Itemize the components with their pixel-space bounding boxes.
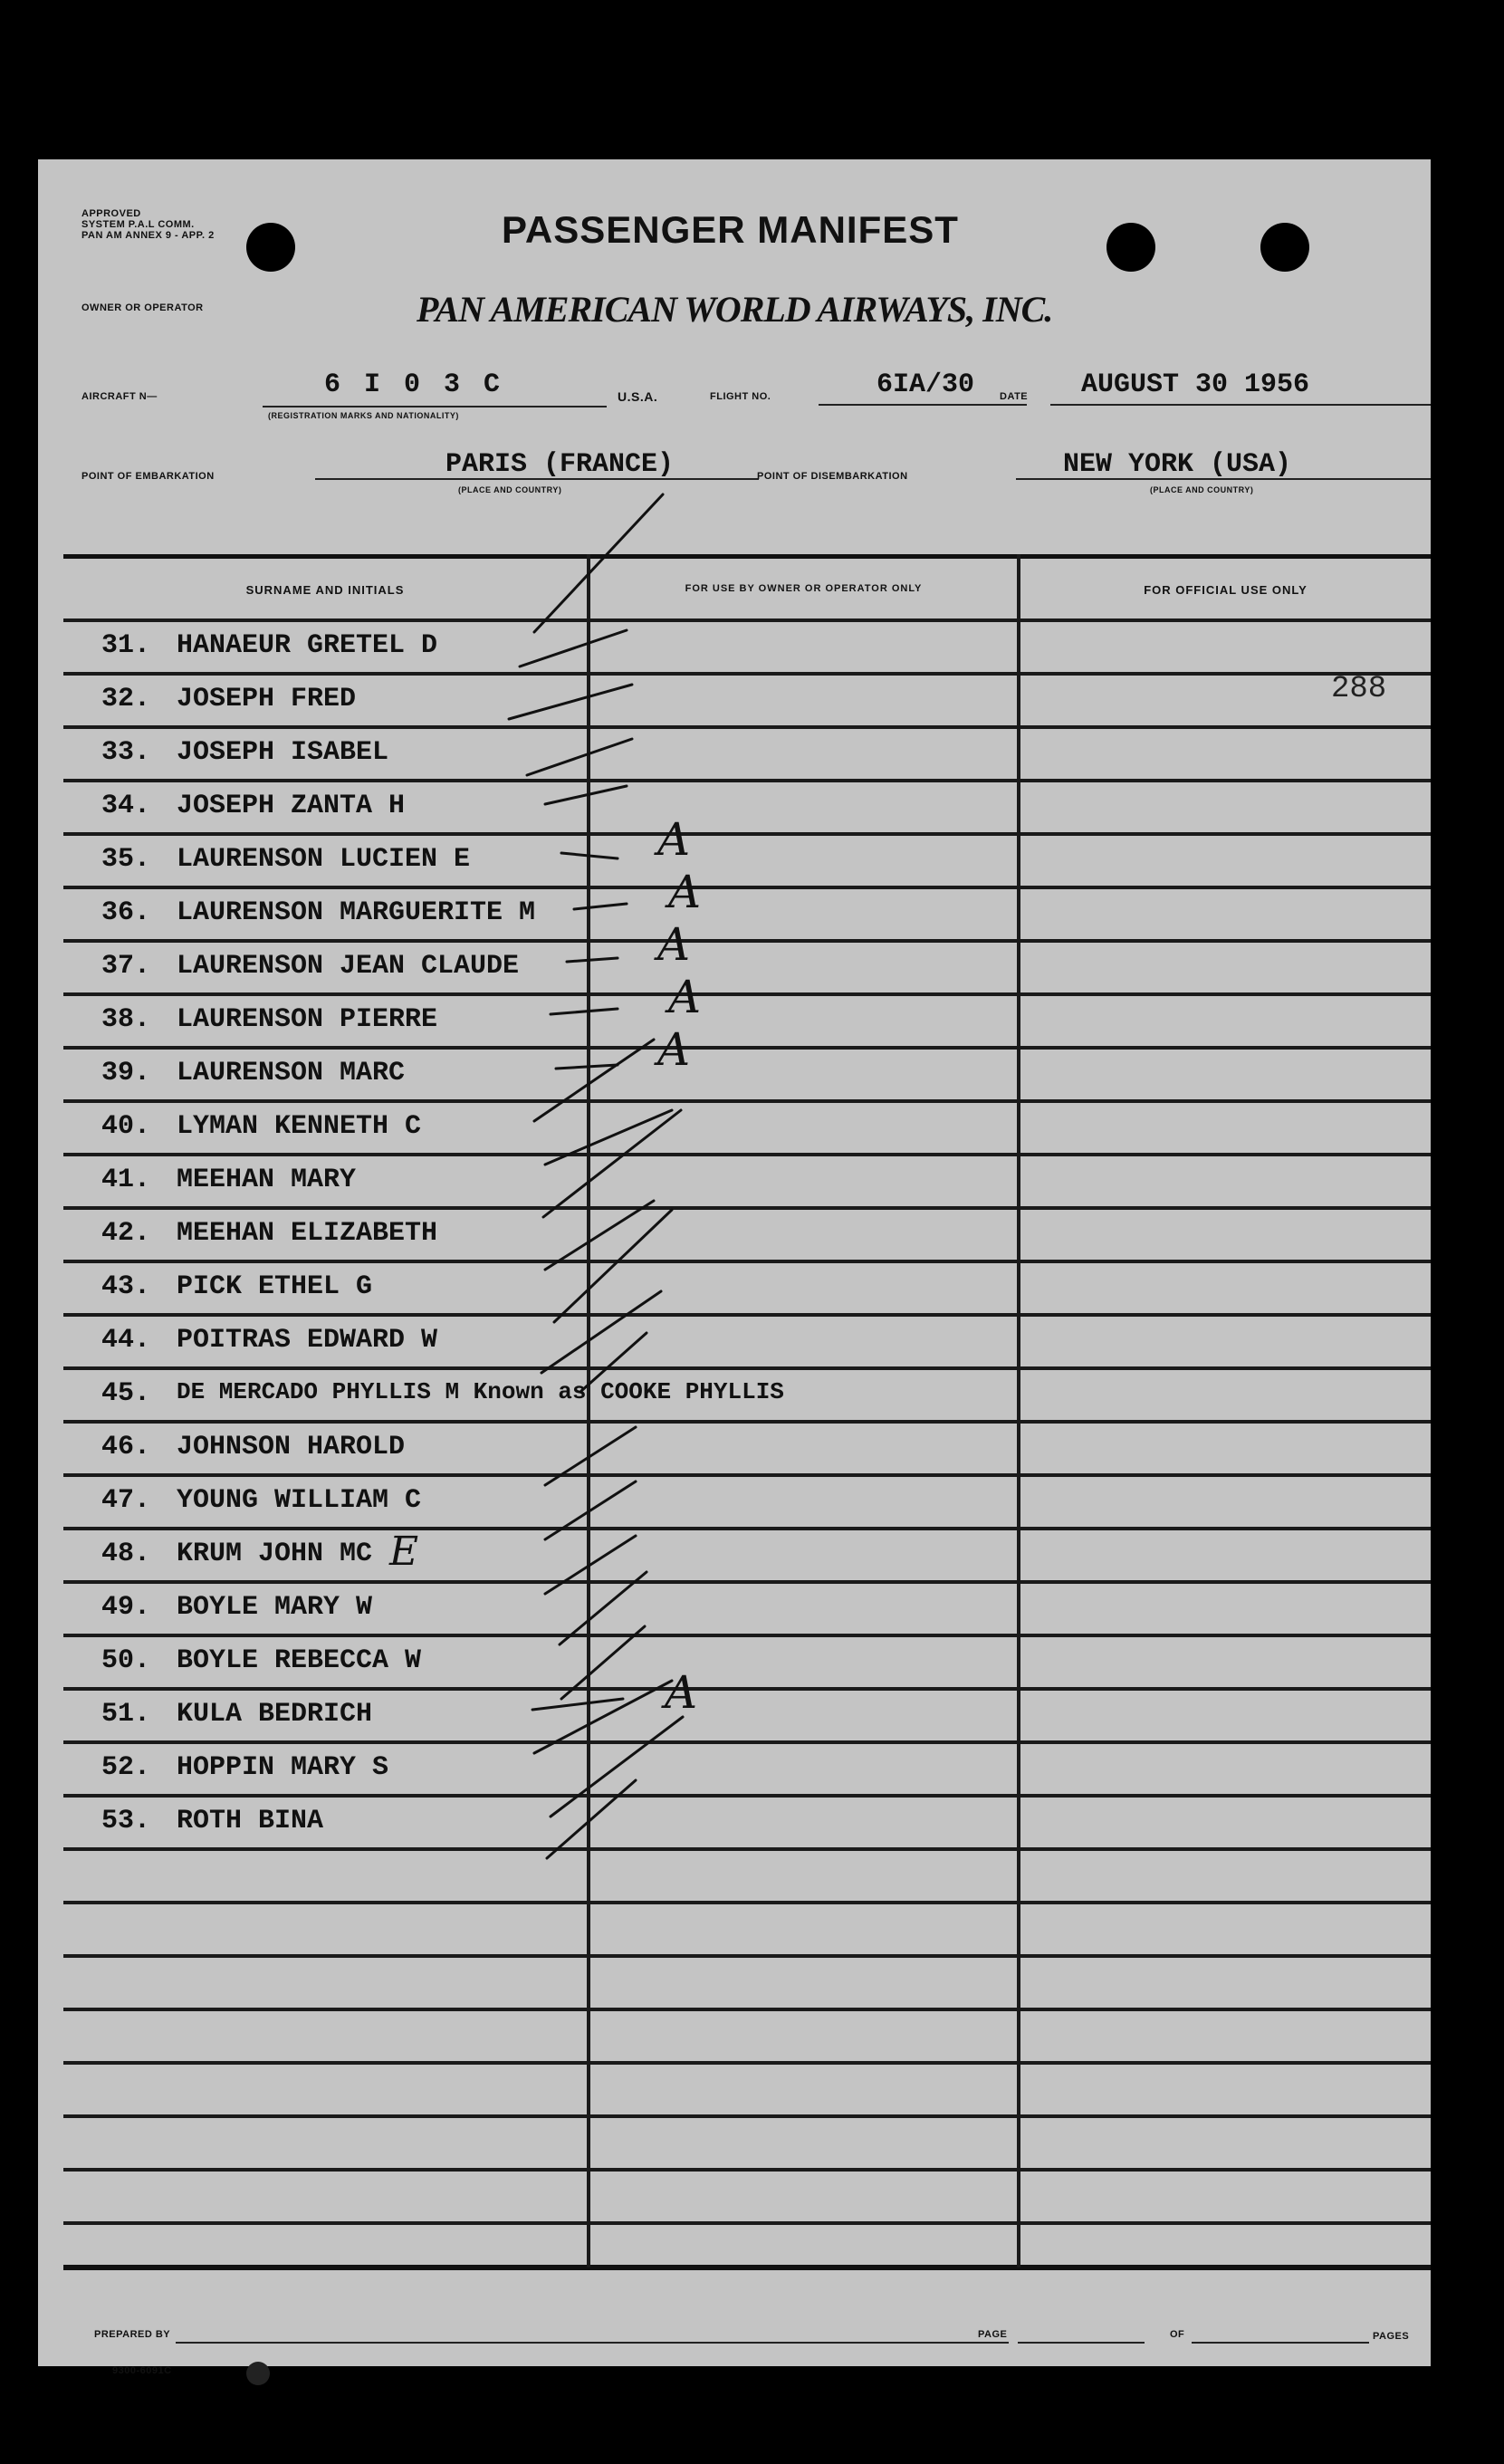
aircraft-caption: (REGISTRATION MARKS AND NATIONALITY)	[268, 411, 459, 420]
table-row	[38, 1378, 1431, 1432]
passenger-name: ROTH BINA	[177, 1806, 324, 1836]
row-number: 50.	[101, 1645, 151, 1676]
embark-label: POINT OF EMBARKATION	[81, 471, 215, 482]
prepared-by-label: PREPARED BY	[94, 2329, 171, 2340]
table-row	[38, 684, 1431, 737]
table-row	[38, 951, 1431, 1004]
aircraft-underline	[263, 406, 607, 407]
row-number: 41.	[101, 1165, 151, 1195]
page-title: PASSENGER MANIFEST	[502, 208, 959, 251]
header-rule	[63, 618, 1431, 622]
passenger-name: JOSEPH FRED	[177, 684, 357, 714]
aircraft-value: 6 I 0 3 C	[324, 369, 504, 400]
table-row	[38, 1485, 1431, 1539]
usa-label: U.S.A.	[618, 389, 658, 404]
passenger-name: KRUM JOHN MC	[177, 1539, 373, 1569]
table-row	[38, 630, 1431, 684]
passenger-name: JOHNSON HAROLD	[177, 1432, 406, 1462]
disembark-caption: (PLACE AND COUNTRY)	[1150, 485, 1254, 494]
prepared-by-underline	[176, 2342, 1009, 2344]
of-underline	[1192, 2342, 1369, 2344]
handwritten-mark: A	[657, 918, 691, 971]
passenger-name: BOYLE REBECCA W	[177, 1645, 422, 1676]
row-number: 45.	[101, 1378, 151, 1409]
row-number: 35.	[101, 844, 151, 875]
passenger-name: JOSEPH ISABEL	[177, 737, 389, 768]
row-number: 46.	[101, 1432, 151, 1462]
date-label: DATE	[1000, 391, 1029, 402]
col-surname-header: SURNAME AND INITIALS	[245, 583, 405, 597]
passenger-name: LAURENSON JEAN CLAUDE	[177, 951, 520, 982]
table-row	[38, 844, 1431, 897]
table-row	[38, 1539, 1431, 1592]
row-rule	[63, 2114, 1431, 2118]
table-top-border	[63, 554, 1431, 559]
table-row	[38, 1806, 1431, 1859]
passenger-name: BOYLE MARY W	[177, 1592, 373, 1623]
passenger-name: LAURENSON PIERRE	[177, 1004, 438, 1035]
row-rule	[63, 2168, 1431, 2172]
row-rule	[63, 2008, 1431, 2011]
table-row	[38, 1699, 1431, 1752]
table-row	[38, 1432, 1431, 1485]
table-row	[38, 1645, 1431, 1699]
passenger-name: DE MERCADO PHYLLIS M Known as COOKE PHYLLIS	[177, 1378, 784, 1405]
table-row	[38, 1752, 1431, 1806]
table-row	[38, 1004, 1431, 1058]
passenger-name: MEEHAN MARY	[177, 1165, 357, 1195]
punch-hole	[1260, 223, 1309, 272]
page-label: PAGE	[978, 2329, 1008, 2340]
row-number: 34.	[101, 791, 151, 821]
company-name: PAN AMERICAN WORLD AIRWAYS, INC.	[417, 289, 1053, 330]
passenger-name: HOPPIN MARY S	[177, 1752, 389, 1783]
passenger-name: LAURENSON MARGUERITE M	[177, 897, 536, 928]
punch-hole	[1106, 223, 1155, 272]
row-number: 38.	[101, 1004, 151, 1035]
tick-stroke	[534, 494, 663, 632]
table-row	[38, 791, 1431, 844]
manifest-sheet	[38, 159, 1431, 2376]
embark-value: PARIS (FRANCE)	[445, 449, 675, 480]
row-number: 43.	[101, 1271, 151, 1302]
embark-caption: (PLACE AND COUNTRY)	[458, 485, 562, 494]
row-number: 40.	[101, 1111, 151, 1142]
passenger-name: HANAEUR GRETEL D	[177, 630, 438, 661]
passenger-name: JOSEPH ZANTA H	[177, 791, 406, 821]
row-number: 48.	[101, 1539, 151, 1569]
row-number: 39.	[101, 1058, 151, 1088]
handwritten-mark: A	[657, 1023, 691, 1076]
col-official-header: FOR OFFICIAL USE ONLY	[1144, 583, 1308, 597]
passenger-name: LYMAN KENNETH C	[177, 1111, 422, 1142]
table-row	[38, 1111, 1431, 1165]
passenger-name: POITRAS EDWARD W	[177, 1325, 438, 1356]
row-number: 49.	[101, 1592, 151, 1623]
passenger-name: KULA BEDRICH	[177, 1699, 373, 1730]
row-number: 42.	[101, 1218, 151, 1249]
row-number: 51.	[101, 1699, 151, 1730]
pages-label: PAGES	[1373, 2331, 1410, 2342]
table-row	[38, 1592, 1431, 1645]
handwritten-mark: A	[668, 866, 702, 918]
table-row	[38, 1165, 1431, 1218]
passenger-name: YOUNG WILLIAM C	[177, 1485, 422, 1516]
disembark-value: NEW YORK (USA)	[1063, 449, 1292, 480]
row-number: 37.	[101, 951, 151, 982]
table-bottom-border	[63, 2265, 1431, 2270]
passenger-name: LAURENSON MARC	[177, 1058, 406, 1088]
table-row	[38, 1325, 1431, 1378]
handwritten-mark: A	[668, 971, 702, 1023]
passenger-name: MEEHAN ELIZABETH	[177, 1218, 438, 1249]
row-number: 44.	[101, 1325, 151, 1356]
row-number: 52.	[101, 1752, 151, 1783]
row-rule	[63, 2061, 1431, 2065]
row-number: 32.	[101, 684, 151, 714]
table-row	[38, 1218, 1431, 1271]
punch-hole	[246, 223, 295, 272]
row-rule	[63, 1901, 1431, 1904]
row-rule	[63, 1954, 1431, 1958]
handwritten-mark: E	[389, 1529, 419, 1575]
row-rule	[63, 2221, 1431, 2225]
stamp-icon	[246, 2362, 270, 2385]
approval-line: APPROVED	[81, 208, 141, 219]
page-underline	[1018, 2342, 1145, 2344]
approval-line: PAN AM ANNEX 9 - APP. 2	[81, 230, 215, 241]
approval-line: SYSTEM P.A.L COMM.	[81, 219, 195, 230]
row-number: 53.	[101, 1806, 151, 1836]
handwritten-mark: A	[657, 813, 691, 866]
flight-label: FLIGHT NO.	[710, 391, 771, 402]
flight-underline	[819, 404, 1027, 406]
approval-block	[81, 208, 226, 241]
date-value: AUGUST 30 1956	[1081, 369, 1310, 400]
row-number: 36.	[101, 897, 151, 928]
form-number: 9300-6091C	[112, 2365, 172, 2376]
row-number: 31.	[101, 630, 151, 661]
table-row	[38, 1271, 1431, 1325]
table-row	[38, 737, 1431, 791]
of-label: OF	[1170, 2329, 1185, 2340]
owner-label: OWNER OR OPERATOR	[81, 302, 204, 313]
row-number: 33.	[101, 737, 151, 768]
handwritten-mark: A	[665, 1666, 698, 1719]
passenger-name: PICK ETHEL G	[177, 1271, 373, 1302]
col-owner-header: FOR USE BY OWNER OR OPERATOR ONLY	[685, 583, 923, 594]
date-underline	[1050, 404, 1431, 406]
table-row	[38, 897, 1431, 951]
flight-value: 6IA/30	[877, 369, 975, 400]
aircraft-label: AIRCRAFT N—	[81, 391, 158, 402]
official-note: 288	[1331, 672, 1387, 706]
passenger-name: LAURENSON LUCIEN E	[177, 844, 471, 875]
disembark-label: POINT OF DISEMBARKATION	[757, 471, 908, 482]
table-row	[38, 1058, 1431, 1111]
row-number: 47.	[101, 1485, 151, 1516]
